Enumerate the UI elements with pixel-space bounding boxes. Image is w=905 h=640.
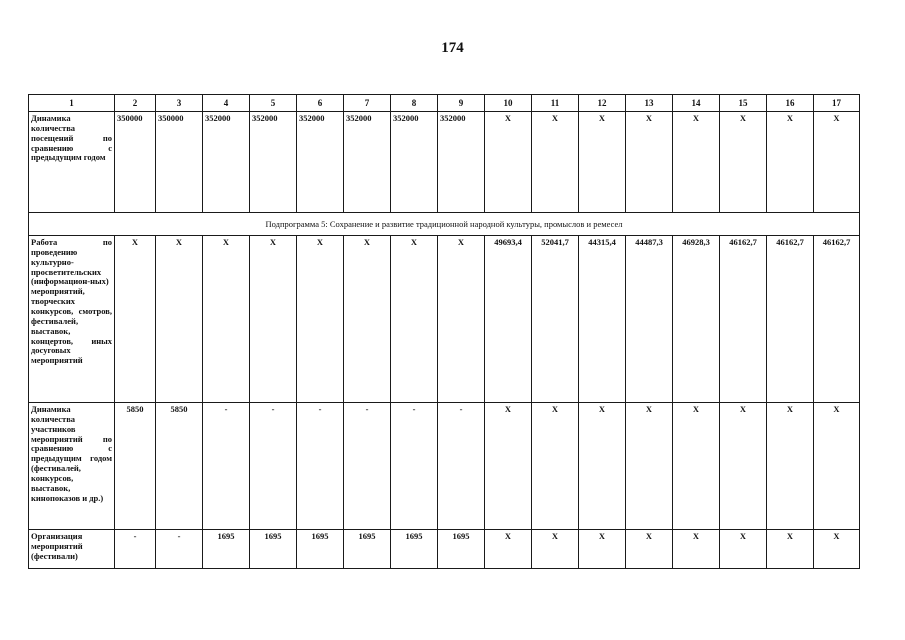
table-cell: X [720, 530, 767, 569]
table-cell: X [673, 530, 720, 569]
table-cell: X [438, 236, 485, 403]
table-cell: 46162,7 [814, 236, 860, 403]
table-cell: X [391, 236, 438, 403]
table-cell: 5850 [115, 403, 156, 530]
table-cell: X [720, 112, 767, 213]
table-row [29, 403, 860, 530]
table-cell: X [156, 236, 203, 403]
row-label: Динамика количества посещений по сравнению с предыдущим годом [29, 112, 115, 213]
column-header: 13 [626, 95, 673, 112]
table-cell: X [767, 403, 814, 530]
table-cell: X [673, 403, 720, 530]
column-header: 10 [485, 95, 532, 112]
table-cell: 1695 [250, 530, 297, 569]
table-cell: 1695 [203, 530, 250, 569]
table-cell: X [673, 112, 720, 213]
table-cell: 350000 [156, 112, 203, 213]
table-cell: X [344, 236, 391, 403]
table-cell: 5850 [156, 403, 203, 530]
table-cell: X [297, 236, 344, 403]
table-cell: - [156, 530, 203, 569]
table-cell: - [297, 403, 344, 530]
table-cell: - [344, 403, 391, 530]
table-cell: 1695 [438, 530, 485, 569]
table-cell: - [250, 403, 297, 530]
subprogram-title: Подпрограмма 5: Сохранение и развитие традиционной народной культуры, промыслов и ремесел [29, 213, 860, 236]
table-cell: 49693,4 [485, 236, 532, 403]
column-header: 12 [579, 95, 626, 112]
table-cell: X [814, 530, 860, 569]
table-cell: X [485, 403, 532, 530]
column-header: 14 [673, 95, 720, 112]
subprogram-row [29, 213, 860, 236]
column-header: 3 [156, 95, 203, 112]
table-row [29, 236, 860, 403]
table-cell: X [532, 530, 579, 569]
table-cell: 352000 [438, 112, 485, 213]
table-cell: 1695 [297, 530, 344, 569]
table-cell: X [250, 236, 297, 403]
table-cell: X [532, 403, 579, 530]
page-number: 174 [441, 40, 464, 56]
table-row [29, 112, 860, 213]
column-number-row [29, 95, 860, 112]
table-cell: 352000 [344, 112, 391, 213]
table-cell: - [438, 403, 485, 530]
table-cell: 352000 [297, 112, 344, 213]
column-header: 17 [814, 95, 860, 112]
table-cell: X [767, 112, 814, 213]
table-cell: 46162,7 [720, 236, 767, 403]
table-cell: X [579, 530, 626, 569]
table-cell: 44487,3 [626, 236, 673, 403]
table-cell: 1695 [391, 530, 438, 569]
column-header: 1 [29, 95, 115, 112]
column-header: 5 [250, 95, 297, 112]
row-label: Организация мероприятий (фестивали) [29, 530, 115, 569]
table-cell: 350000 [115, 112, 156, 213]
table-cell: X [626, 403, 673, 530]
table-cell: X [814, 403, 860, 530]
column-header: 16 [767, 95, 814, 112]
table-cell: X [626, 112, 673, 213]
column-header: 7 [344, 95, 391, 112]
row-label: Работа по проведению культурно-просветительских (информацион-ных) мероприятий, творческих конкурсов, смотров, фестивалей, выставок, концертов, иных досуговых мероприятий [29, 236, 115, 403]
table-cell: X [203, 236, 250, 403]
column-header: 6 [297, 95, 344, 112]
table-cell: 352000 [250, 112, 297, 213]
table-cell: X [579, 403, 626, 530]
table-cell: X [767, 530, 814, 569]
table-cell: 352000 [391, 112, 438, 213]
table-cell: X [626, 530, 673, 569]
table-cell: - [203, 403, 250, 530]
indicators-table [28, 94, 860, 569]
column-header: 9 [438, 95, 485, 112]
column-header: 15 [720, 95, 767, 112]
row-label: Динамика количества участников мероприятий по сравнению с предыдущим годом (фестивалей, конкурсов, выставок, кинопоказов и др.) [29, 403, 115, 530]
table-cell: X [532, 112, 579, 213]
table-cell: 44315,4 [579, 236, 626, 403]
column-header: 2 [115, 95, 156, 112]
column-header: 8 [391, 95, 438, 112]
table-cell: X [485, 530, 532, 569]
table-cell: 52041,7 [532, 236, 579, 403]
table-cell: X [814, 112, 860, 213]
table-cell: X [485, 112, 532, 213]
table-cell: - [115, 530, 156, 569]
table-row [29, 530, 860, 569]
table-cell: X [720, 403, 767, 530]
table-cell: 1695 [344, 530, 391, 569]
table-cell: 352000 [203, 112, 250, 213]
table-cell: X [579, 112, 626, 213]
table-cell: 46928,3 [673, 236, 720, 403]
column-header: 4 [203, 95, 250, 112]
table-cell: 46162,7 [767, 236, 814, 403]
column-header: 11 [532, 95, 579, 112]
table-cell: - [391, 403, 438, 530]
table-cell: X [115, 236, 156, 403]
